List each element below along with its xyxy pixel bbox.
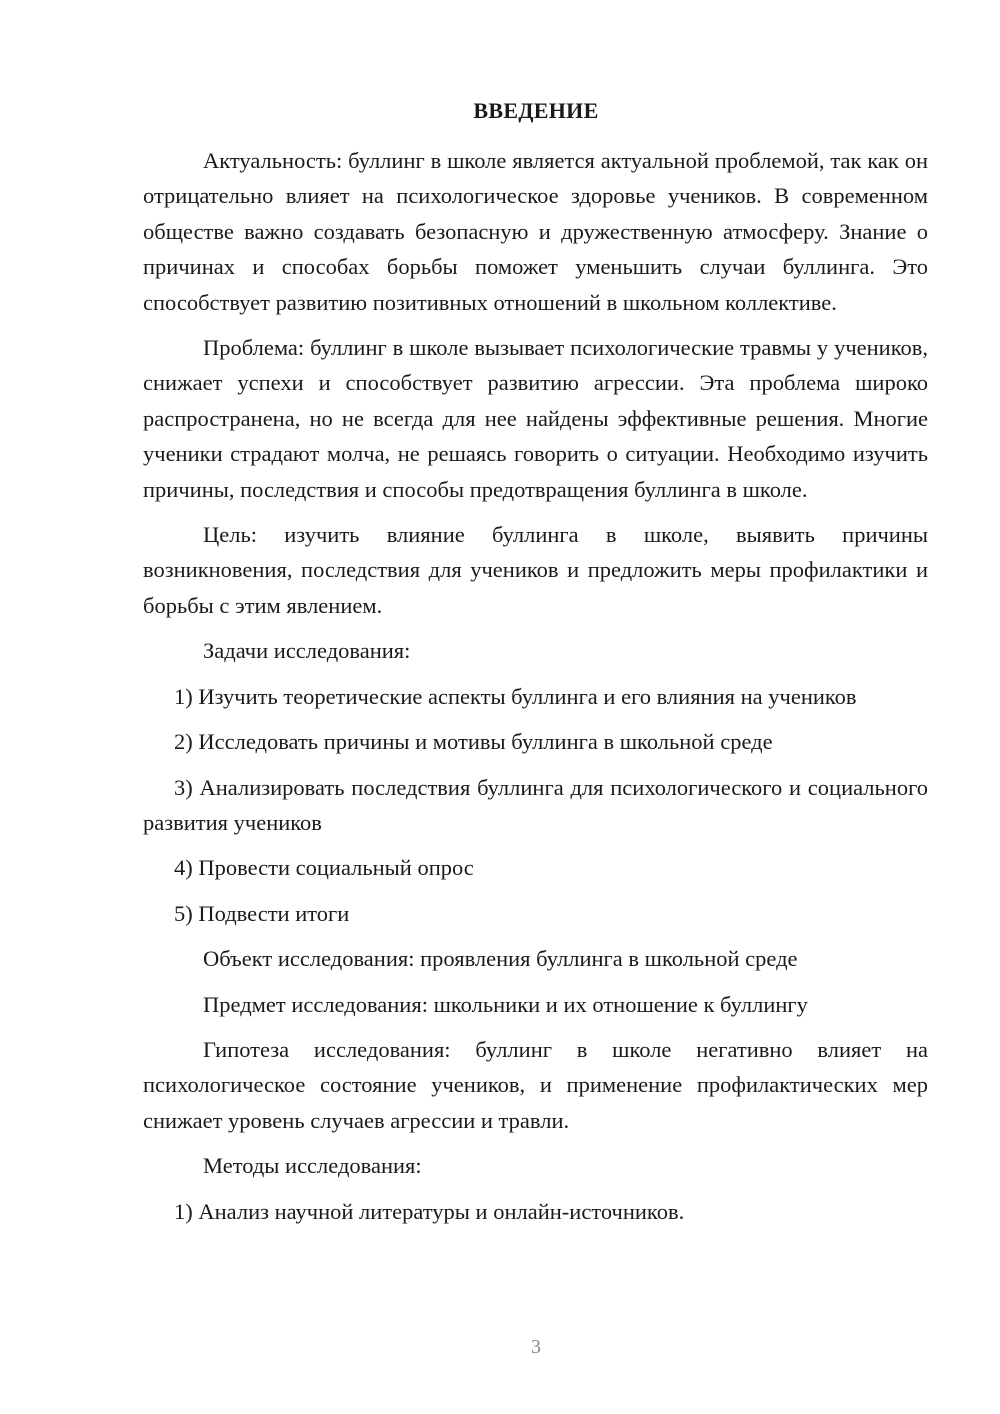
hypothesis-paragraph: Гипотеза исследования: буллинг в школе негативно влияет на психологическое состояние учеников, и применение профилактических мер снижает уровень случаев агрессии и травли. [143,1036,928,1133]
subject-paragraph: Предмет исследования: школьники и их отношение к буллингу [203,991,808,1017]
task-item: 2) Исследовать причины и мотивы буллинга в школьной среде [174,729,773,755]
section-heading: ВВЕДЕНИЕ [473,98,599,123]
task-item: 1) Изучить теоретические аспекты буллинга и его влияния на учеников [174,683,857,709]
page-number: 3 [531,1336,541,1358]
problem-paragraph: Проблема: буллинг в школе вызывает психологические травмы у учеников, снижает успехи и способствует развитию агрессии. Эта проблема широко распространена, но не всегда для нее найдены эффективные решения. Многие ученики страдают молча, не решаясь говорить о ситуации. Необходимо изучить причины, последствия и способы предотвращения буллинга в школе. [143,335,928,502]
relevance-paragraph: Актуальность: буллинг в школе является актуальной проблемой, так как он отрицательно влияет на психологическое здоровье учеников. В современном обществе важно создавать безопасную и дружественную атмосферу. Знание о причинах и способах борьбы поможет уменьшить случаи буллинга. Это способствует развитию позитивных отношений в школьном коллективе. [143,148,928,315]
tasks-title: Задачи исследования: [203,638,411,664]
methods-title: Методы исследования: [203,1153,422,1179]
object-paragraph: Объект исследования: проявления буллинга в школьной среде [203,946,798,972]
body-text [143,143,928,1239]
task-item: 5) Подвести итоги [174,900,350,926]
goal-paragraph: Цель: изучить влияние буллинга в школе, выявить причины возникновения, последствия для учеников и предложить меры профилактики и борьбы с этим явлением. [143,522,928,618]
task-item: 4) Провести социальный опрос [174,855,474,881]
method-item: 1) Анализ научной литературы и онлайн-источников. [174,1198,685,1224]
task-item: 3) Анализировать последствия буллинга для психологического и социального развития учеников [143,774,928,835]
